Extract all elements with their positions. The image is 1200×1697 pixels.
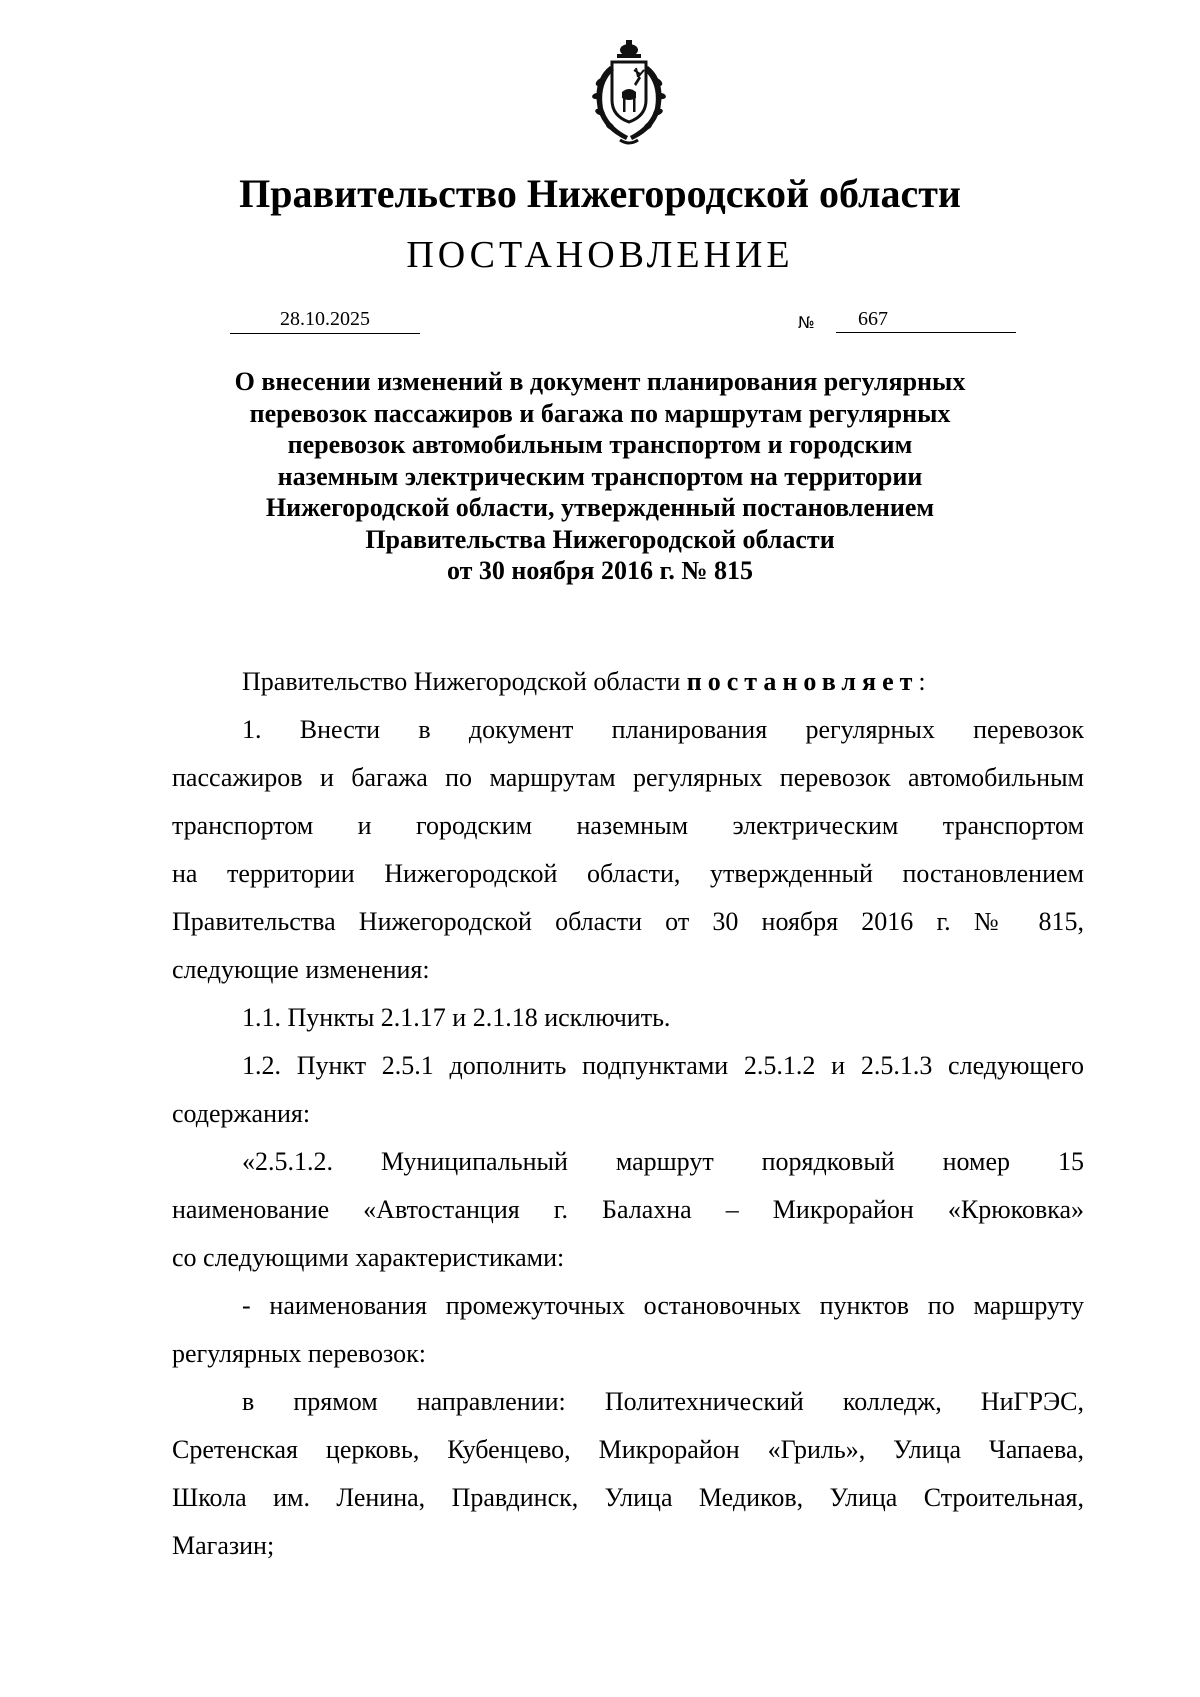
subject-line: Нижегородской области, утвержденный постановлением	[265, 493, 935, 522]
paragraph-line: регулярных перевозок:	[172, 1339, 426, 1368]
paragraph-line: «2.5.1.2. Муниципальный маршрут порядковый номер 15	[242, 1147, 1084, 1176]
document-type: ПОСТАНОВЛЕНИЕ	[406, 234, 794, 276]
paragraph-line: - наименования промежуточных остановочных пунктов по маршруту	[242, 1291, 1084, 1320]
document-body	[172, 658, 1084, 1570]
paragraph-line: наименование «Автостанция г. Балахна – Микрорайон «Крюковка»	[172, 1195, 1084, 1224]
subject-line: наземным электрическим транспортом на территории	[277, 461, 923, 491]
paragraph-line: транспортом и городским наземным электрическим транспортом	[172, 811, 1084, 840]
paragraph-line: пассажиров и багажа по маршрутам регулярных перевозок автомобильным	[172, 763, 1084, 792]
subject-line: перевозок пассажиров и багажа по маршрутам регулярных	[249, 398, 951, 428]
paragraph-line: на территории Нижегородской области, утвержденный постановлением	[172, 859, 1084, 888]
document-date: 28.10.2025	[230, 305, 420, 334]
paragraph-line: Правительства Нижегородской области от 30 ноября 2016 г. № 815,	[172, 907, 1084, 936]
coat-of-arms-emblem	[570, 40, 688, 150]
number-sign: №	[798, 313, 815, 332]
paragraph-line: Сретенская церковь, Кубенцево, Микрорайон «Гриль», Улица Чапаева,	[172, 1435, 1084, 1464]
intro-paragraph	[172, 658, 1084, 706]
document-subject	[180, 366, 1020, 587]
subject-line: Правительства Нижегородской области	[365, 524, 835, 554]
intro-text: Правительство Нижегородской области	[242, 667, 687, 696]
document-number: 667	[836, 305, 1016, 333]
paragraph-line: в прямом направлении: Политехнический колледж, НиГРЭС,	[242, 1387, 1084, 1416]
paragraph-line: 1.1. Пункты 2.1.17 и 2.1.18 исключить.	[242, 1003, 671, 1032]
paragraph-line: Магазин;	[172, 1531, 275, 1560]
paragraph-line: содержания:	[172, 1099, 311, 1128]
intro-colon: :	[918, 667, 926, 696]
paragraph-line: 1. Внести в документ планирования регулярных перевозок	[242, 715, 1084, 744]
subject-line: от 30 ноября 2016 г. № 815	[446, 556, 753, 585]
decree-keyword: постановляет	[686, 667, 919, 696]
paragraph-line: со следующими характеристиками:	[172, 1243, 565, 1272]
subject-line: перевозок автомобильным транспортом и городским	[287, 430, 913, 459]
paragraph-line: следующие изменения:	[172, 955, 430, 984]
paragraph-line: 1.2. Пункт 2.5.1 дополнить подпунктами 2.5.1.2 и 2.5.1.3 следующего	[242, 1051, 1084, 1080]
paragraph-line: Школа им. Ленина, Правдинск, Улица Медиков, Улица Строительная,	[172, 1483, 1084, 1512]
organization-title: Правительство Нижегородской области	[239, 171, 961, 216]
subject-line: О внесении изменений в документ планирования регулярных	[234, 367, 966, 396]
